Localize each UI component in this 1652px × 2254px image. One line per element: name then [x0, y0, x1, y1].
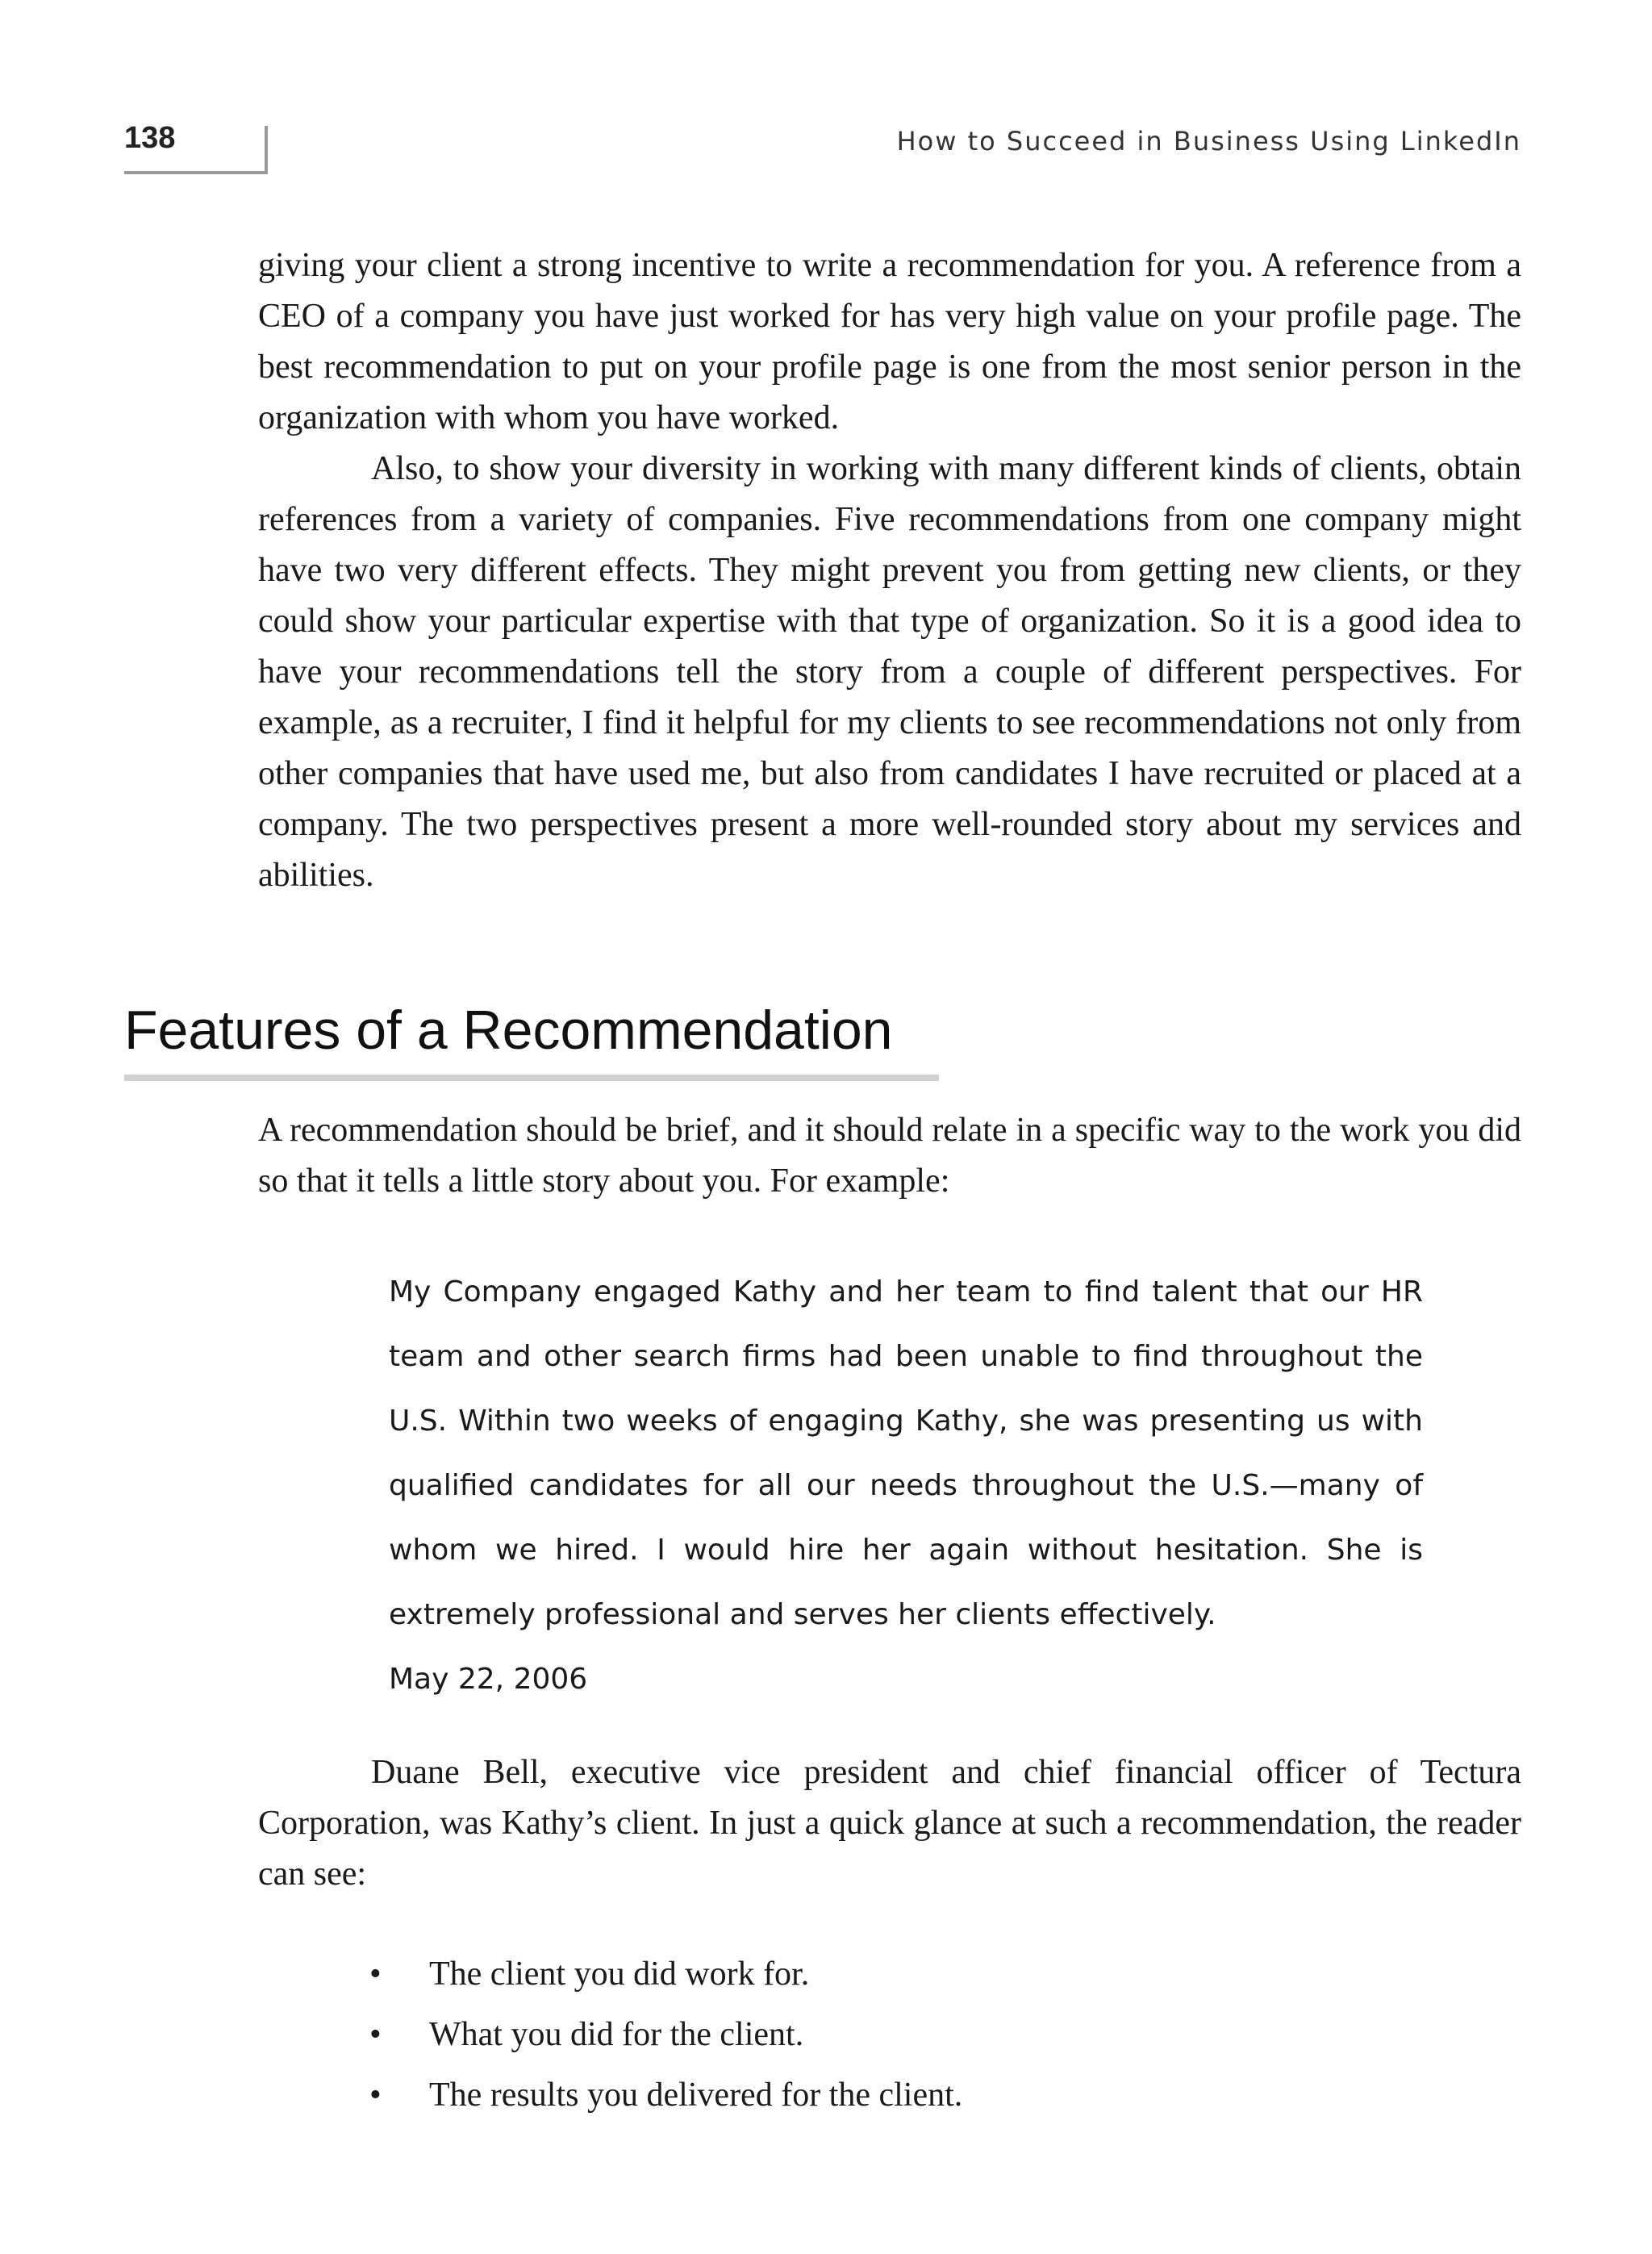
- paragraph: giving your client a strong incentive to write a recommendation for you. A reference from a CEO of a company you have just worked for has very high value on your profile page. The best recommendation to put on your profile page is one from the most senior person in the organization with whom you have worked.: [258, 247, 1521, 436]
- list-item-text: The client you did work for.: [429, 1956, 810, 1993]
- bullet-icon: •: [369, 1956, 382, 1993]
- section-heading: [124, 994, 939, 1081]
- list-item: [361, 2005, 1491, 2065]
- header-rule-vertical: [265, 126, 268, 173]
- paragraph: Duane Bell, executive vice president and chief financial officer of Tectura Corporation, was Kathy’s client. In just a quick glance at such a recommendation, the reader can see:: [258, 1754, 1521, 1893]
- book-title: How to Succeed in Business Using LinkedIn: [896, 126, 1521, 157]
- bullet-list: [361, 1944, 1491, 2126]
- paragraph: A recommendation should be brief, and it should relate in a specific way to the work you did so that it tells a little story about you. For example:: [258, 1112, 1521, 1200]
- list-item-text: What you did for the client.: [429, 2016, 804, 2053]
- bullet-icon: •: [369, 2016, 382, 2053]
- list-item: [361, 1944, 1491, 2005]
- bullet-icon: •: [369, 2077, 382, 2114]
- header-rule-horizontal: [124, 171, 268, 174]
- list-item-text: The results you delivered for the client.: [429, 2077, 963, 2114]
- list-item: [361, 2065, 1491, 2126]
- body-text-top: [258, 240, 1521, 901]
- block-quote: [389, 1260, 1423, 1712]
- section-intro: [258, 1105, 1521, 1207]
- after-quote-text: [258, 1747, 1521, 1900]
- running-head: [124, 121, 1521, 174]
- quote-date: May 22, 2006: [389, 1663, 588, 1696]
- section-heading-text: Features of a Recommendation: [124, 1000, 893, 1061]
- paragraph: Also, to show your diversity in working with many different kinds of clients, obtain references from a variety of companies. Five recommendations from one company might have two very different effects. They might prevent you from getting new clients, or they could show your particular expertise with that type of organization. So it is a good idea to have your recommendations tell the story from a couple of different perspectives. For example, as a recruiter, I find it helpful for my clients to see recommendations not only from other companies that have used me, but also from candidates I have recruited or placed at a company. The two perspectives present a more well-rounded story about my services and abilities.: [258, 450, 1521, 894]
- page-number: 138: [124, 121, 176, 155]
- quote-text: My Company engaged Kathy and her team to find talent that our HR team and other search firms had been unable to find throughout the U.S. Within two weeks of engaging Kathy, she was presenting us with qualified candidates for all our needs throughout the U.S.—many of whom we hired. I would hire her again without hesitation. She is extremely professional and serves her clients effectively.: [389, 1275, 1423, 1631]
